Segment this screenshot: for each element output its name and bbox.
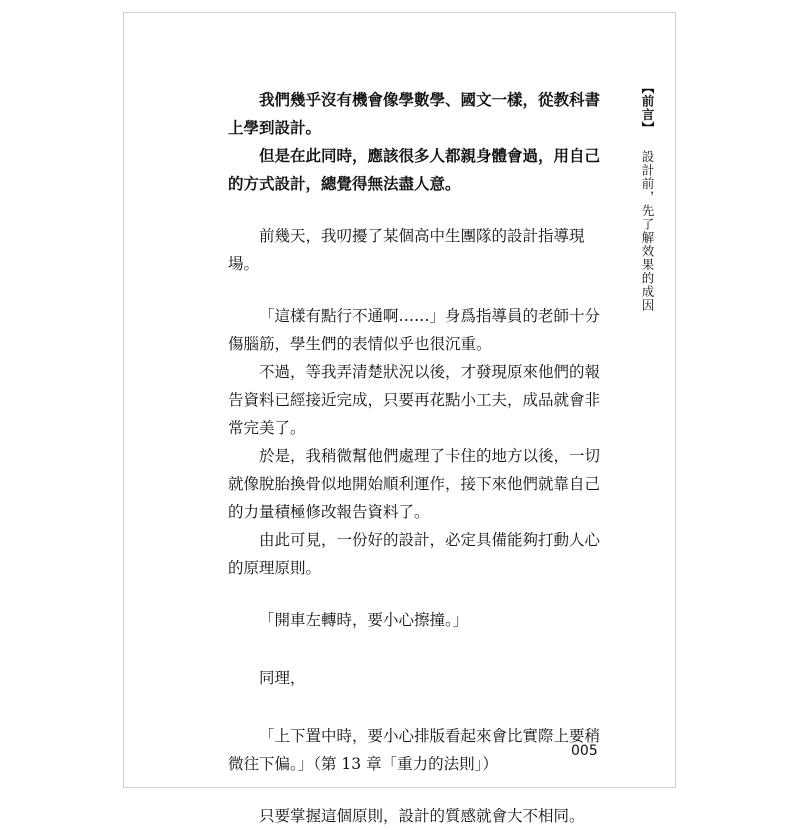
quote-paragraph: 「上下置中時，要小心排版看起來會比實際上要稍微往下偏。」（第 13 章「重力的法則」） xyxy=(228,727,601,773)
paragraph: 同理， xyxy=(259,669,306,687)
paragraph: 我們幾乎沒有機會像學數學、國文一樣，從教科書上學到設計。 xyxy=(228,90,601,137)
chapter-tag: 【前言】 xyxy=(640,81,655,135)
paragraph: 只要掌握這個原則，設計的質感就會大不相同。 xyxy=(259,807,585,825)
paragraph: 不過，等我弄清楚狀況以後，才發現原來他們的報告資料已經接近完成，只要再花點小工夫，成品就會非常完美了。 xyxy=(228,363,601,437)
paragraph: 前幾天，我叨擾了某個高中生團隊的設計指導現場。 xyxy=(228,227,585,273)
body-text xyxy=(228,86,608,830)
book-page xyxy=(123,12,676,825)
chapter-side-header xyxy=(638,81,656,312)
paragraph: 於是，我稍微幫他們處理了卡住的地方以後，一切就像脫胎換骨似地開始順利運作，接下來他們就靠自己的力量積極修改報告資料了。 xyxy=(228,447,601,521)
paragraph: 但是在此同時，應該很多人都親身體會過，用自己的方式設計，總覺得無法盡人意。 xyxy=(228,146,601,193)
chapter-subtitle: 設計前，先了解效果的成因 xyxy=(640,149,655,312)
quote-paragraph: 「開車左轉時，要小心擦撞。」 xyxy=(259,611,469,629)
paragraph: 由此可見，一份好的設計，必定具備能夠打動人心的原理原則。 xyxy=(228,531,601,577)
page-number: 005 xyxy=(571,743,598,759)
paragraph: 「這樣有點行不通啊……」身爲指導員的老師十分傷腦筋，學生們的表情似乎也很沉重。 xyxy=(228,307,601,353)
